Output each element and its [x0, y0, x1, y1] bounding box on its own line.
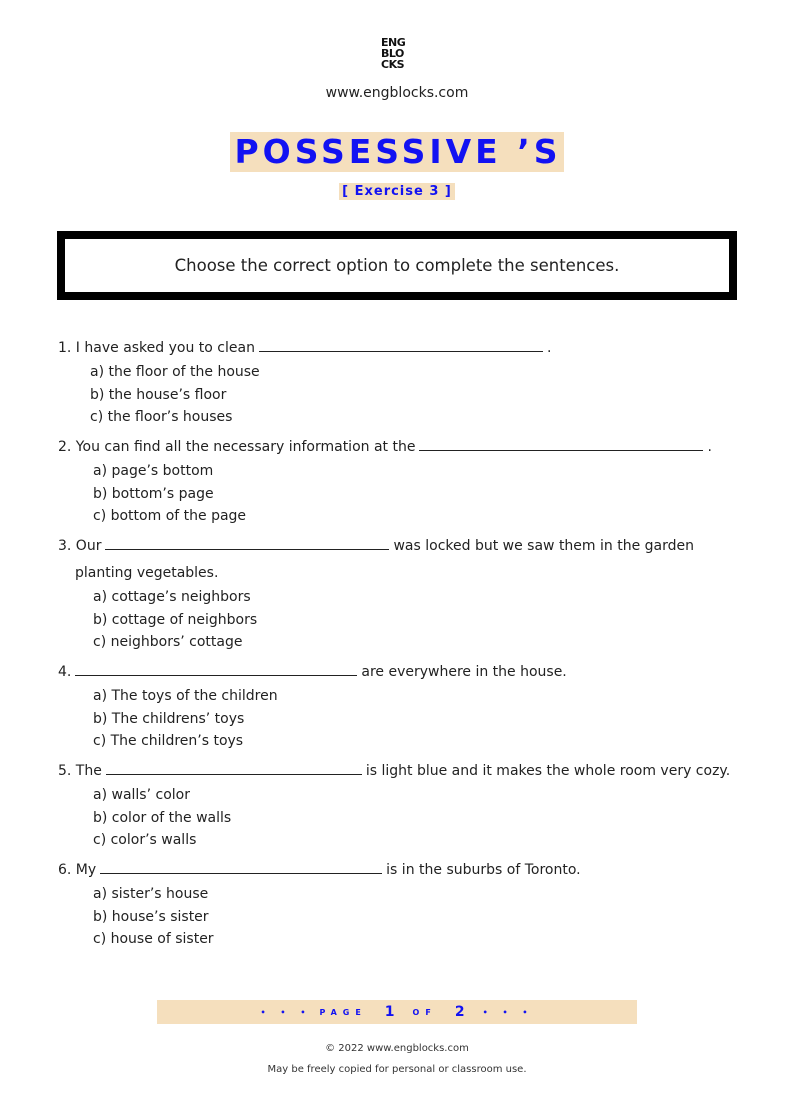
question-3 [58, 538, 748, 554]
option-c[interactable]: c) bottom of the page [93, 508, 247, 524]
instruction-box [57, 231, 737, 300]
question-text-after: are everywhere in the house. [361, 664, 567, 680]
answer-blank[interactable] [75, 665, 357, 676]
question-4 [58, 664, 748, 680]
dots-left: • • • [260, 1007, 312, 1017]
option-c[interactable]: c) The children’s toys [93, 733, 244, 749]
instruction-text: Choose the correct option to complete the sentences. [174, 256, 620, 275]
option-b[interactable]: b) cottage of neighbors [93, 612, 258, 628]
option-c[interactable]: c) house of sister [93, 931, 214, 947]
option-c[interactable]: c) neighbors’ cottage [93, 634, 243, 650]
engblocks-logo [381, 37, 413, 70]
page-title: POSSESSIVE ’S [230, 132, 563, 172]
question-2 [58, 439, 748, 455]
copyright: © 2022 www.engblocks.com [325, 1043, 469, 1054]
option-c[interactable]: c) color’s walls [93, 832, 197, 848]
question-continuation: planting vegetables. [75, 565, 219, 581]
option-a[interactable]: a) cottage’s neighbors [93, 589, 251, 605]
question-text-after: is in the suburbs of Toronto. [386, 862, 581, 878]
answer-blank[interactable] [419, 440, 703, 451]
answer-blank[interactable] [100, 863, 382, 874]
question-text: 3. Our [58, 538, 102, 554]
option-c[interactable]: c) the floor’s houses [90, 409, 233, 425]
question-1 [58, 340, 748, 356]
site-url[interactable]: www.engblocks.com [325, 85, 469, 101]
logo-line: ENG [381, 36, 406, 49]
total-pages: 2 [454, 1004, 465, 1020]
exercise-label: [ Exercise 3 ] [339, 183, 455, 200]
option-a[interactable]: a) The toys of the children [93, 688, 278, 704]
option-a[interactable]: a) the floor of the house [90, 364, 260, 380]
usage-note: May be freely copied for personal or classroom use. [267, 1064, 527, 1075]
page-word: PAGE [319, 1007, 367, 1017]
question-text-after: . [707, 439, 712, 455]
option-a[interactable]: a) page’s bottom [93, 463, 214, 479]
of-word: OF [412, 1007, 437, 1017]
question-text: 4. [58, 664, 72, 680]
option-b[interactable]: b) The childrens’ toys [93, 711, 245, 727]
answer-blank[interactable] [259, 341, 543, 352]
question-text: 5. The [58, 763, 102, 779]
answer-blank[interactable] [106, 764, 362, 775]
question-text-after: is light blue and it makes the whole room very cozy. [365, 763, 731, 779]
question-text-after: . [546, 340, 552, 356]
question-text: 6. My [58, 862, 97, 878]
page-indicator [157, 1000, 637, 1024]
logo-line: BLO [381, 47, 404, 60]
option-a[interactable]: a) sister’s house [93, 886, 209, 902]
dots-right: • • • [482, 1007, 534, 1017]
question-text: 2. You can find all the necessary information at the [58, 439, 416, 455]
answer-blank[interactable] [105, 539, 389, 550]
logo-line: CKS [381, 58, 405, 71]
question-text: 1. I have asked you to clean [58, 340, 255, 356]
current-page: 1 [384, 1004, 395, 1020]
question-text-after: was locked but we saw them in the garden [393, 538, 694, 554]
question-6 [58, 862, 748, 878]
option-b[interactable]: b) bottom’s page [93, 486, 214, 502]
option-b[interactable]: b) color of the walls [93, 810, 232, 826]
question-5 [58, 763, 748, 779]
option-a[interactable]: a) walls’ color [93, 787, 190, 803]
option-b[interactable]: b) the house’s floor [90, 387, 227, 403]
option-b[interactable]: b) house’s sister [93, 909, 209, 925]
